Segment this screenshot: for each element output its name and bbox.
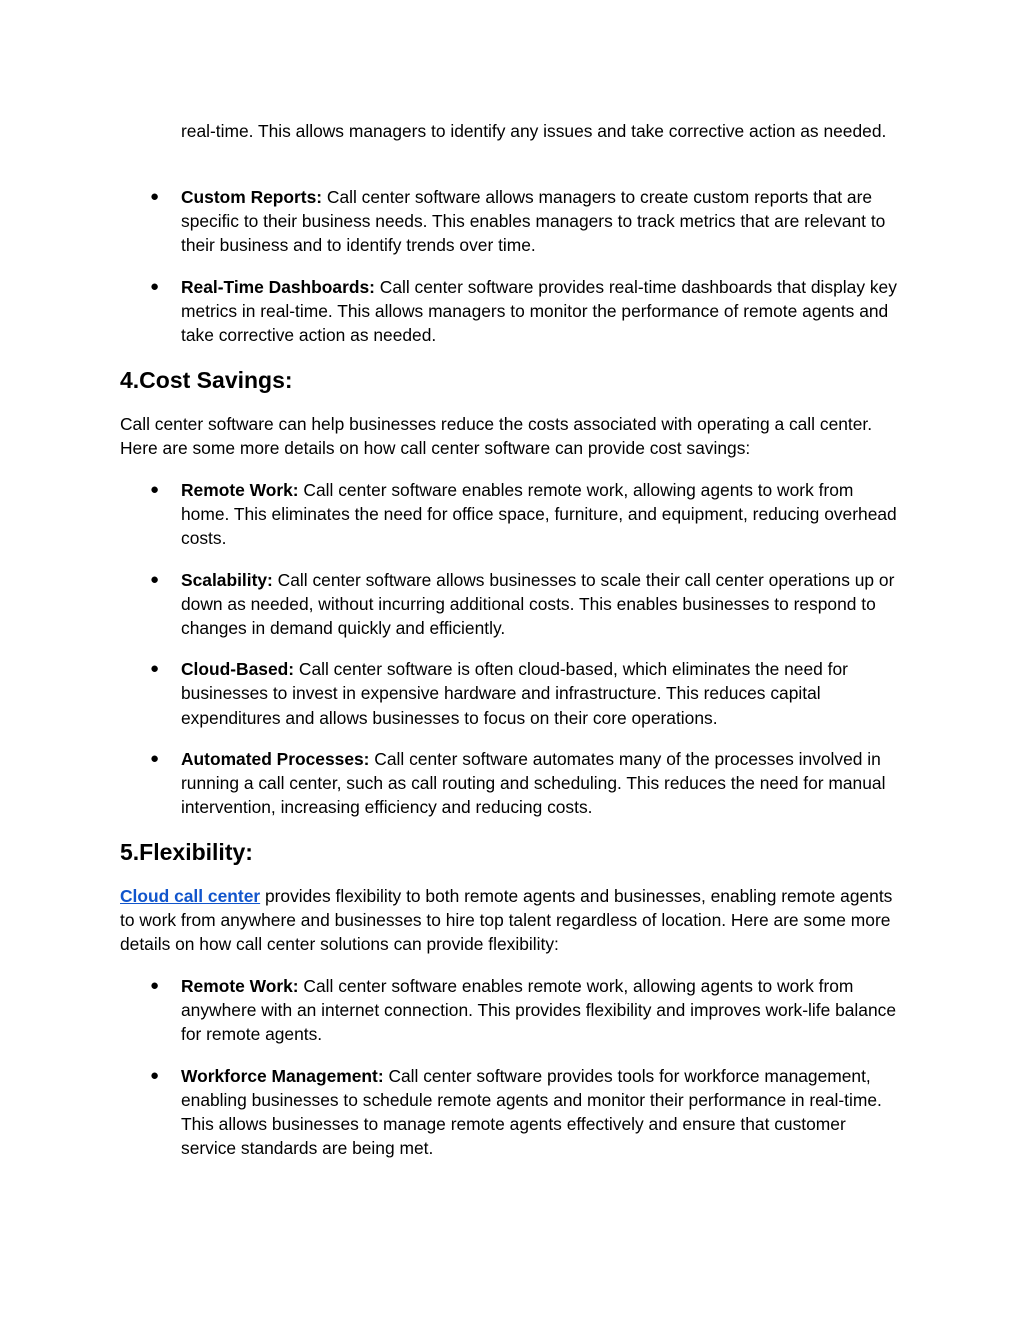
bullet-text: Call center software provides real-time dashboards that display key metrics in real-time. This allows managers to monitor the performance of remote agents and take corrective action as needed.: [181, 276, 897, 346]
bullet-cloud-based: [0, 657, 901, 730]
bullet-dot: ●: [150, 749, 160, 767]
section-heading-flexibility: 5.Flexibility:: [120, 839, 253, 865]
continuation-text: real-time. This allows managers to identify any issues and take corrective action as needed.: [181, 121, 887, 141]
bullet-title: Real-Time Dashboards:: [181, 276, 375, 297]
bullet-title: Remote Work:: [181, 976, 299, 996]
bullet-dot: ●: [150, 570, 160, 588]
cost-savings-bullet-list: [0, 478, 1024, 819]
bullet-dot: ●: [150, 977, 160, 994]
bullet-scalability: [0, 568, 901, 641]
bullet-custom-reports: [0, 185, 901, 258]
bullet-text: Call center software allows businesses to scale their call center operations up or down as needed, without incurring additional costs. This enables businesses to respond to changes in demand quickly and efficiently.: [181, 569, 895, 639]
bullet-dot: ●: [150, 481, 160, 498]
cloud-call-center-link[interactable]: Cloud call center: [120, 886, 261, 906]
bullet-remote-work-flex: [0, 974, 901, 1047]
bullet-text: Call center software automates many of the processes involved in running a call center, such as call routing and scheduling. This reduces the need for manual intervention, increasing efficiency and reducing costs.: [181, 748, 886, 818]
section-heading-cost-savings: 4.Cost Savings:: [120, 367, 293, 393]
bullet-title: Custom Reports:: [181, 187, 323, 207]
intro-text: provides flexibility to both remote agents and businesses, enabling remote agents to work from anywhere and businesses to hire top talent regardless of location. Here are some more details on how call center solutions can provide flexibility:: [120, 886, 893, 955]
section-intro-cost-savings: Call center software can help businesses reduce the costs associated with operating a call center. Here are some more details on how call center software can provide cost savings:: [120, 414, 873, 459]
bullet-dot: ●: [150, 1066, 160, 1084]
bullet-text: Call center software enables remote work, allowing agents to work from home. This eliminates the need for office space, furniture, and equipment, reducing overhead costs.: [181, 480, 897, 549]
bullet-title: Scalability:: [181, 569, 273, 590]
bullet-workforce-management: [0, 1064, 901, 1161]
bullet-title: Cloud-Based:: [181, 659, 295, 680]
bullet-text: Call center software enables remote work, allowing agents to work from anywhere with an internet connection. This provides flexibility and improves work-life balance for remote agents.: [181, 976, 896, 1045]
bullet-title: Remote Work:: [181, 480, 299, 500]
bullet-text: Call center software allows managers to create custom reports that are specific to their business needs. This enables managers to track metrics that are relevant to their business and to identify trends over time.: [181, 187, 886, 256]
reports-bullet-list: [0, 185, 1024, 347]
section-intro-flexibility: [120, 884, 910, 957]
bullet-dot: ●: [150, 277, 160, 295]
bullet-text: Call center software provides tools for workforce management, enabling businesses to schedule remote agents and monitor their performance in real-time. This allows businesses to manage remote agents effectively and ensure that customer service standards are being met.: [181, 1065, 882, 1159]
bullet-title: Automated Processes:: [181, 748, 370, 769]
bullet-real-time-dashboards: [0, 275, 901, 348]
flexibility-bullet-list: [0, 974, 1024, 1160]
bullet-title: Workforce Management:: [181, 1065, 384, 1086]
bullet-text: Call center software is often cloud-based, which eliminates the need for businesses to invest in expensive hardware and infrastructure. This reduces capital expenditures and allows businesses to focus on their core operations.: [181, 659, 848, 728]
bullet-dot: ●: [150, 660, 160, 678]
bullet-remote-work: [0, 478, 901, 551]
bullet-automated-processes: [0, 747, 901, 820]
bullet-dot: ●: [150, 188, 160, 205]
